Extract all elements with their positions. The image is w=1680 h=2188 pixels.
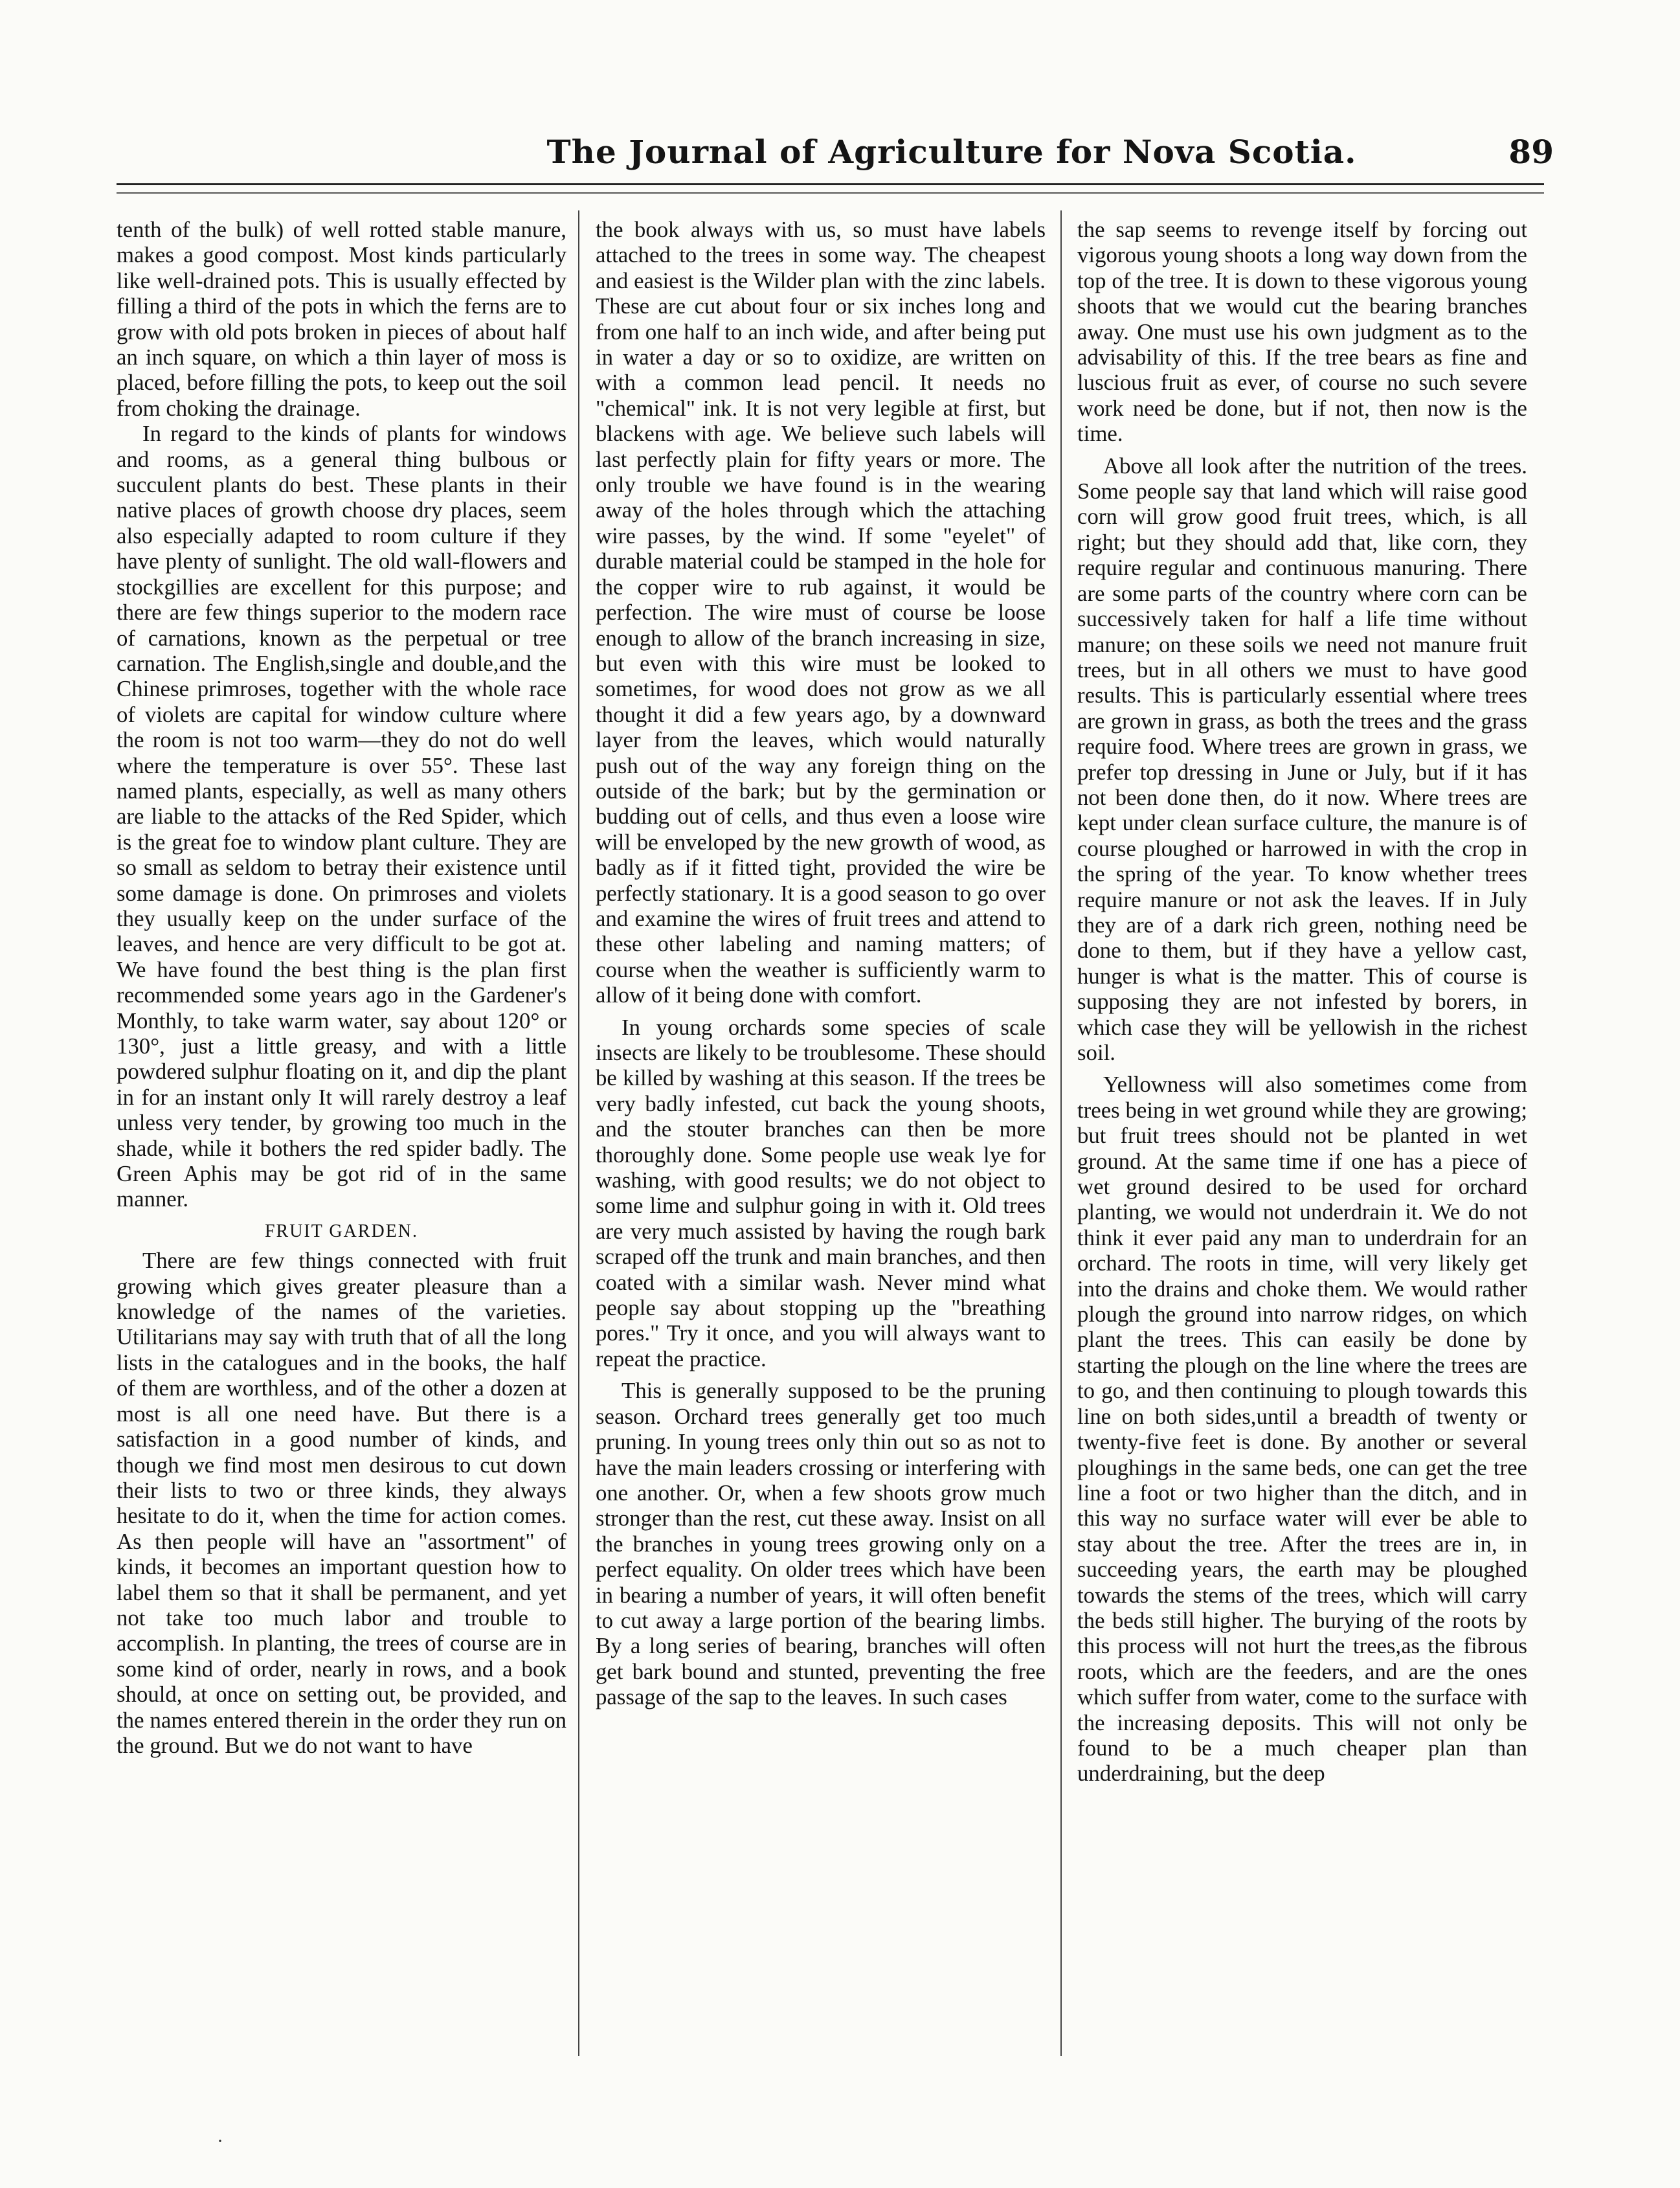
column-divider (578, 210, 579, 2056)
paragraph: the book always with us, so must have labels attached to the trees in some way. The cheapest and easiest is the Wilder plan with the zinc labels. These are cut about four or six inches long and from one half to an inch wide, and after being put in water a day or so to oxidize, are written on with a common lead pencil. It needs no "chemical" ink. It is not very legible at first, but blackens with age. We believe such labels will last perfectly plain for fifty years or more. The only trouble we have found is in the wearing away of the holes through which the attaching wire passes, by the wind. If some "eyelet" of durable material could be stamped in the hole for the copper wire to rub against, it would be perfection. The wire must of course be loose enough to allow of the branch increasing in size, but even with this wire must be looked to sometimes, for wood does not grow as we all thought it did a few years ago, by a downward layer from the leaves, which would naturally push out of the way any foreign thing on the outside of the bark; but by the germination or budding out of cells, and thus even a loose wire will be enveloped by the new growth of wood, as badly as if it fitted tight, provided the wire be perfectly stationary. It is a good season to go over and examine the wires of fruit trees and attend to these other labeling and naming matters; of course when the weather is sufficiently warm to allow of it being done with comfort. (596, 217, 1046, 1008)
header-rule-thin (117, 192, 1544, 194)
header-rule (117, 183, 1544, 185)
paragraph: Above all look after the nutrition of the trees. Some people say that land which will raise good corn will grow good fruit trees, which, is all right; but they should add that, like corn, they require regular and continuous manuring. There are some parts of the country where corn can be successively taken for half a life time without manure; on these soils we need not manure fruit trees, but in all others we must to have good results. This is particularly essential where trees are grown in grass, as both the trees and the grass require food. Where trees are grown in grass, we prefer top dressing in June or July, but if it has not been done then, do it now. Where trees are kept under clean surface culture, the manure is of course ploughed or harrowed in with the crop in the spring of the year. To know whether trees require manure or not ask the leaves. If in July they are of a dark rich green, nothing need be done to them, but if they have a yellow cast, hunger is what is the matter. This of course is supposing they are not infested by borers, in which case they will be yellowish in the richest soil. (1077, 453, 1527, 1065)
running-title: The Journal of Agriculture for Nova Scotia. (546, 133, 1357, 171)
text-column-3 (1077, 217, 1527, 2049)
paragraph: the sap seems to revenge itself by forcing out vigorous young shoots a long way down from the top of the tree. It is down to these vigorous young shoots that we would cut the bearing branches away. One must use his own judgment as to the advisability of this. If the tree bears as fine and luscious fruit as ever, of course no such severe work need be done, but if not, then now is the time. (1077, 217, 1527, 447)
column-divider (1060, 210, 1062, 2056)
paragraph: In young orchards some species of scale insects are likely to be troublesome. These should be killed by washing at this season. If the trees be very badly infested, cut back the young shoots, and the stouter branches can then be more thoroughly done. Some people use weak lye for washing, with good results; we do not object to some lime and sulphur going in with it. Old trees are very much assisted by having the rough bark scraped off the trunk and main branches, and then coated with a similar wash. Never mind what people say about stopping up the "breathing pores." Try it once, and you will always want to repeat the practice. (596, 1014, 1046, 1371)
paragraph: In regard to the kinds of plants for windows and rooms, as a general thing bulbous or succulent plants do best. These plants in their native places of growth choose dry places, seem also especially adapted to room culture if they have plenty of sunlight. The old wall-flowers and stockgillies are excellent for this purpose; and there are few things superior to the modern race of carnations, known as the perpetual or tree carnation. The English,single and double,and the Chinese primroses, together with the whole race of violets are capital for window culture where the room is not too warm—they do not do well where the temperature is over 55°. These last named plants, especially, as well as many others are liable to the attacks of the Red Spider, which is the great foe to window plant culture. They are so small as seldom to betray their existence until some damage is done. On primroses and violets they usually keep on the under surface of the leaves, and hence are very difficult to be got at. We have found the best thing is the plan first recommended some years ago in the Gardener's Monthly, to take warm water, say about 120° or 130°, just a little greasy, and with a little powdered sulphur floating on it, and dip the plant in for an instant only It will rarely destroy a leaf unless very tender, by growing too much in the shade, while it bothers the red spider badly. The Green Aphis may be got rid of in the same manner. (117, 421, 566, 1212)
section-heading: FRUIT GARDEN. (264, 1221, 419, 1241)
paragraph: Yellowness will also sometimes come from trees being in wet ground while they are growing; but fruit trees should not be planted in wet ground. At the same time if one has a piece of wet ground desired to be used for orchard planting, we would not underdrain it. We do not think it ever paid any man to underdrain for an orchard. The roots in time, will very likely get into the drains and choke them. We would rather plough the ground into narrow ridges, on which plant the trees. This can easily be done by starting the plough on the line where the trees are to go, and then continuing to plough towards this line on both sides,until a breadth of twenty or twenty-five feet is done. By another or several ploughings in the same beds, one can get the tree line a foot or two higher than the ditch, and in this way no surface water will ever be able to stay about the tree. After the trees are in, in succeeding years, the earth may be ploughed towards the stems of the trees, which will carry the beds still higher. The burying of the roots by this process will not hurt the trees,as the fibrous roots, which are the feeders, and are the ones which suffer from water, come to the surface with the increasing deposits. This will not only be found to be a much cheaper plan than underdraining, but the deep (1077, 1072, 1527, 1787)
text-column-2 (596, 217, 1046, 2049)
paragraph: This is generally supposed to be the pruning season. Orchard trees generally get too much pruning. In young trees only thin out so as not to have the main leaders crossing or interfering with one another. Or, when a few shoots grow much stronger than the rest, cut these away. Insist on all the branches in young trees growing only on a perfect equality. On older trees which have been in bearing a number of years, it will often benefit to cut away a large portion of the bearing limbs. By a long series of bearing, branches will often get bark bound and stunted, preventing the free passage of the sap to the leaves. In such cases (596, 1378, 1046, 1710)
text-column-1 (117, 217, 566, 2049)
paragraph: There are few things connected with fruit growing which gives greater pleasure than a knowledge of the names of the varieties. Utilitarians may say with truth that of all the long lists in the catalogues and in the books, the half of them are worthless, and of the other a dozen at most is all one need have. But there is a satisfaction in a good number of kinds, and though we find most men desirous to cut down their lists to two or three kinds, they always hesitate to do it, when the time for action comes. As then people will have an "assortment" of kinds, it becomes an important question how to label them so that it shall be permanent, and yet not take too much labor and trouble to accomplish. In planting, the trees of course are in some kind of order, nearly in rows, and a book should, at once on setting out, be provided, and the names entered therein in the order they run on the ground. But we do not want to have (117, 1248, 566, 1758)
paragraph: tenth of the bulk) of well rotted stable manure, makes a good compost. Most kinds particularly like well-drained pots. This is usually effected by filling a third of the pots in which the ferns are to grow with old pots broken in pieces of about half an inch square, on which a thin layer of moss is placed, before filling the pots, to keep out the soil from choking the drainage. (117, 217, 566, 421)
page-number: 89 (1508, 133, 1554, 171)
stray-print-mark: · (217, 2130, 223, 2152)
